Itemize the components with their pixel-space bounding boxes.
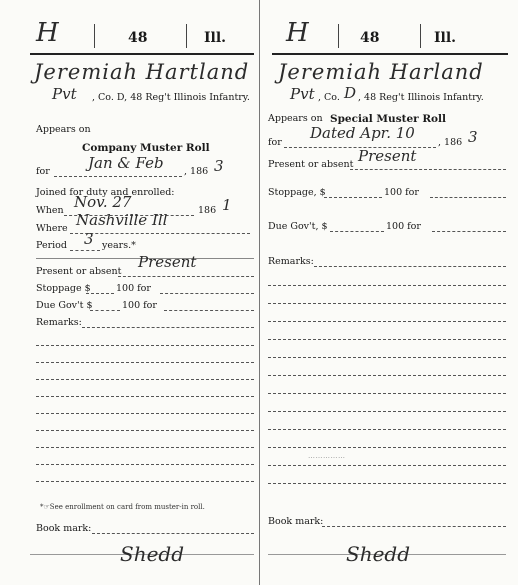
year-prefix: , 186	[184, 166, 209, 177]
for-value: Jan & Feb	[88, 154, 164, 172]
rank: Pvt	[52, 85, 77, 103]
header-divider	[186, 24, 187, 48]
remark-line	[268, 393, 506, 394]
remark-line	[36, 345, 254, 346]
roll-title: Company Muster Roll	[82, 142, 210, 154]
stoppage-label: Stoppage $	[36, 283, 91, 294]
remark-line	[36, 362, 254, 363]
year-prefix: , 186	[438, 137, 463, 148]
remark-line	[268, 303, 506, 304]
book-mark-label: Book mark:	[36, 523, 92, 534]
year-digit: 3	[468, 128, 478, 146]
stoppage-label: Stoppage, $	[268, 187, 326, 198]
header-rule	[272, 53, 508, 55]
due-unit: 100 for	[122, 300, 157, 311]
header-divider	[94, 24, 95, 48]
header-number: 48	[360, 30, 380, 46]
present-value: Present	[358, 147, 417, 165]
remark-line	[268, 411, 506, 412]
remark-line	[268, 429, 506, 430]
unit-text: , 48 Reg't Illinois Infantry.	[358, 92, 484, 103]
header-state: Ill.	[434, 30, 457, 46]
remark-line	[36, 413, 254, 414]
when-digit: 1	[222, 196, 232, 214]
remark-line	[268, 465, 506, 466]
appears-on-label: Appears on	[268, 113, 323, 124]
remarks-label: Remarks:	[268, 256, 314, 267]
header-divider	[420, 24, 421, 48]
for-label: for	[36, 166, 50, 177]
remark-line	[268, 447, 506, 448]
due-label: Due Gov't $	[36, 300, 93, 311]
soldier-name: Jeremiah Hartland	[34, 60, 250, 84]
stoppage-unit: 100 for	[116, 283, 151, 294]
present-label: Present or absent	[268, 159, 354, 170]
soldier-name: Jeremiah Harland	[278, 60, 484, 84]
due-label: Due Gov't, $	[268, 221, 328, 232]
where-label: Where	[36, 223, 68, 234]
when-value: Nov. 27	[74, 193, 132, 211]
appears-on-label: Appears on	[36, 124, 91, 135]
header-divider	[338, 24, 339, 48]
remark-line	[36, 379, 254, 380]
remark-line	[268, 339, 506, 340]
period-label: Period	[36, 240, 67, 251]
remark-line	[268, 357, 506, 358]
remark-line	[36, 481, 254, 482]
remark-line	[36, 396, 254, 397]
signature: Shedd	[346, 542, 411, 566]
joined-label: Joined for duty and enrolled:	[36, 187, 175, 198]
rank: Pvt	[290, 85, 315, 103]
when-label: When	[36, 205, 64, 216]
stoppage-unit: 100 for	[384, 187, 419, 198]
for-label: for	[268, 137, 282, 148]
remark-line	[36, 430, 254, 431]
header-letter: H	[36, 18, 59, 48]
remark-line	[268, 285, 506, 286]
year-digit: 3	[214, 157, 224, 175]
remark-line	[36, 464, 254, 465]
remarks-label: Remarks:	[36, 317, 82, 328]
book-mark-label: Book mark:	[268, 516, 324, 527]
remark-line	[268, 483, 506, 484]
roll-title: Special Muster Roll	[330, 113, 447, 125]
co-text: , Co.	[318, 92, 340, 103]
due-unit: 100 for	[386, 221, 421, 232]
present-label: Present or absent	[36, 266, 122, 277]
header-state: Ill.	[204, 30, 227, 46]
signature: Shedd	[120, 542, 185, 566]
for-value: Dated Apr. 10	[310, 124, 415, 142]
footnote: *☞See enrollment on card from muster-in roll.	[40, 503, 205, 511]
when-year: 186	[198, 205, 217, 216]
faint-stamp: ……………	[308, 452, 346, 460]
present-value: Present	[138, 253, 197, 271]
where-value: Nashville Ill	[76, 211, 168, 229]
remark-line	[268, 375, 506, 376]
header-number: 48	[128, 30, 148, 46]
muster-card-right	[259, 0, 518, 585]
header-letter: H	[286, 18, 309, 48]
header-rule	[30, 53, 254, 55]
remark-line	[268, 321, 506, 322]
period-value: 3	[84, 230, 94, 248]
period-unit: years.*	[102, 240, 136, 251]
remark-line	[36, 447, 254, 448]
co-value: D	[344, 84, 357, 102]
unit-text: , Co. D, 48 Reg't Illinois Infantry.	[92, 92, 250, 103]
